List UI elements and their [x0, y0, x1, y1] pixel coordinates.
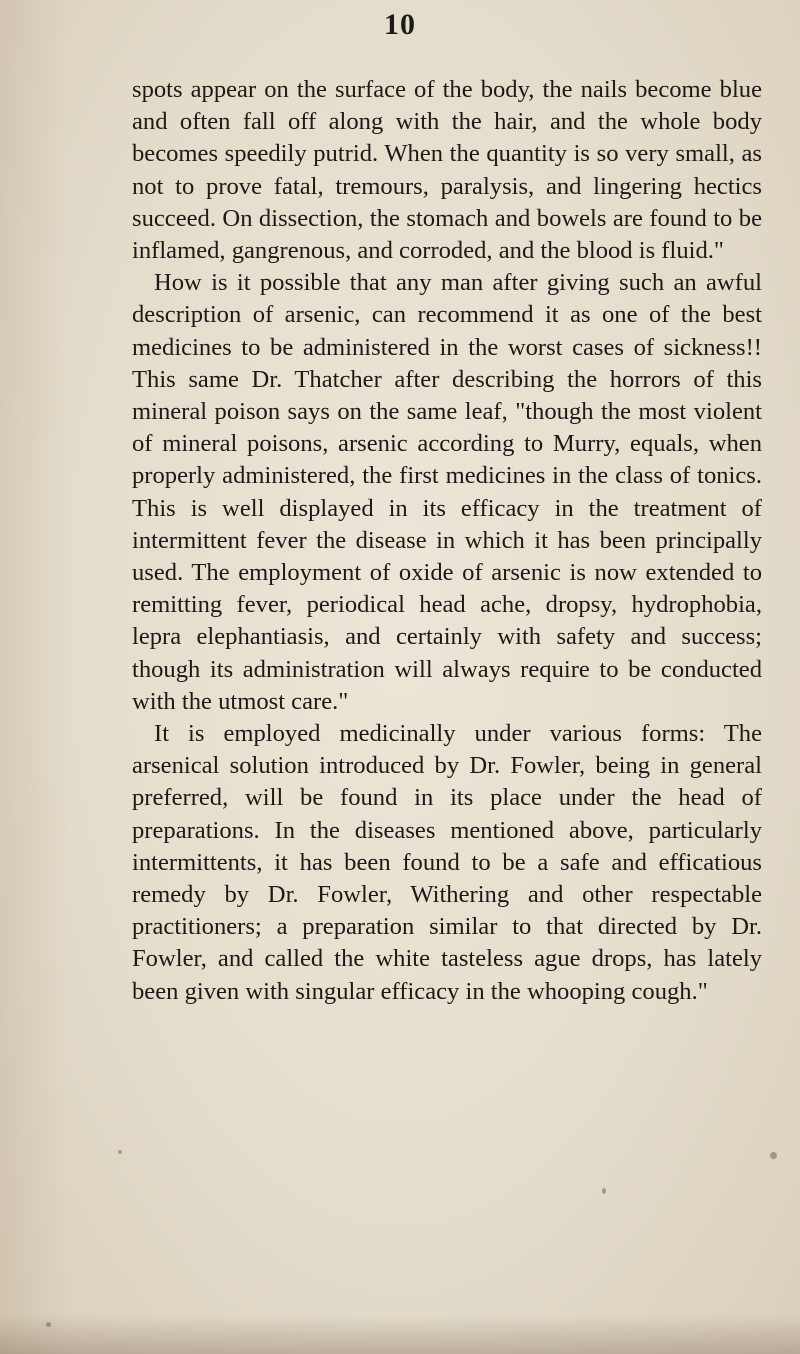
ink-fleck [602, 1188, 606, 1194]
paragraph-3: It is employed medicinally under various forms: The arsenical solution introduced by Dr. Fowler, being in general preferred, will be found in its place under the head of preparations. In the diseases mentioned above, particularly intermittents, it has been found to be a safe and efficatious remedy by Dr. Fowler, Withering and other respectable practitioners; a preparation similar to that directed by Dr. Fowler, and called the white tasteless ague drops, has lately been given with singular efficacy in the whooping cough." [132, 720, 762, 1005]
ink-fleck [46, 1322, 51, 1327]
page-bottom-shadow [0, 1314, 800, 1354]
page-edge-shadow [0, 0, 70, 1354]
paragraph-2: How is it possible that any man after giving such an awful description of arsenic, can recommend it as one of the best medicines to be administered in the worst cases of sickness!! This same Dr. Thatcher after describing the horrors of this mineral poison says on the same leaf, "though the most violent of mineral poisons, arsenic according to Murry, equals, when properly administered, the first medicines in the class of tonics. This is well displayed in its efficacy in the treatment of intermittent fever the disease in which it has been principally used. The employment of oxide of arsenic is now extended to remitting fever, periodical head ache, dropsy, hydrophobia, lepra elephantiasis, and certainly with safety and success; though its administration will always require to be conducted with the utmost care." [132, 269, 762, 715]
body-text [132, 74, 762, 1008]
ink-fleck [118, 1150, 122, 1154]
paragraph-1: spots appear on the surface of the body, the nails become blue and often fall off along with the hair, and the whole body becomes speedily putrid. When the quantity is so very small, as not to prove fatal, tremours, paralysis, and lingering hectics succeed. On dissection, the stomach and bowels are found to be inflamed, gangrenous, and corroded, and the blood is fluid." [132, 76, 762, 265]
page-number: 10 [384, 8, 416, 41]
ink-fleck [770, 1152, 777, 1159]
